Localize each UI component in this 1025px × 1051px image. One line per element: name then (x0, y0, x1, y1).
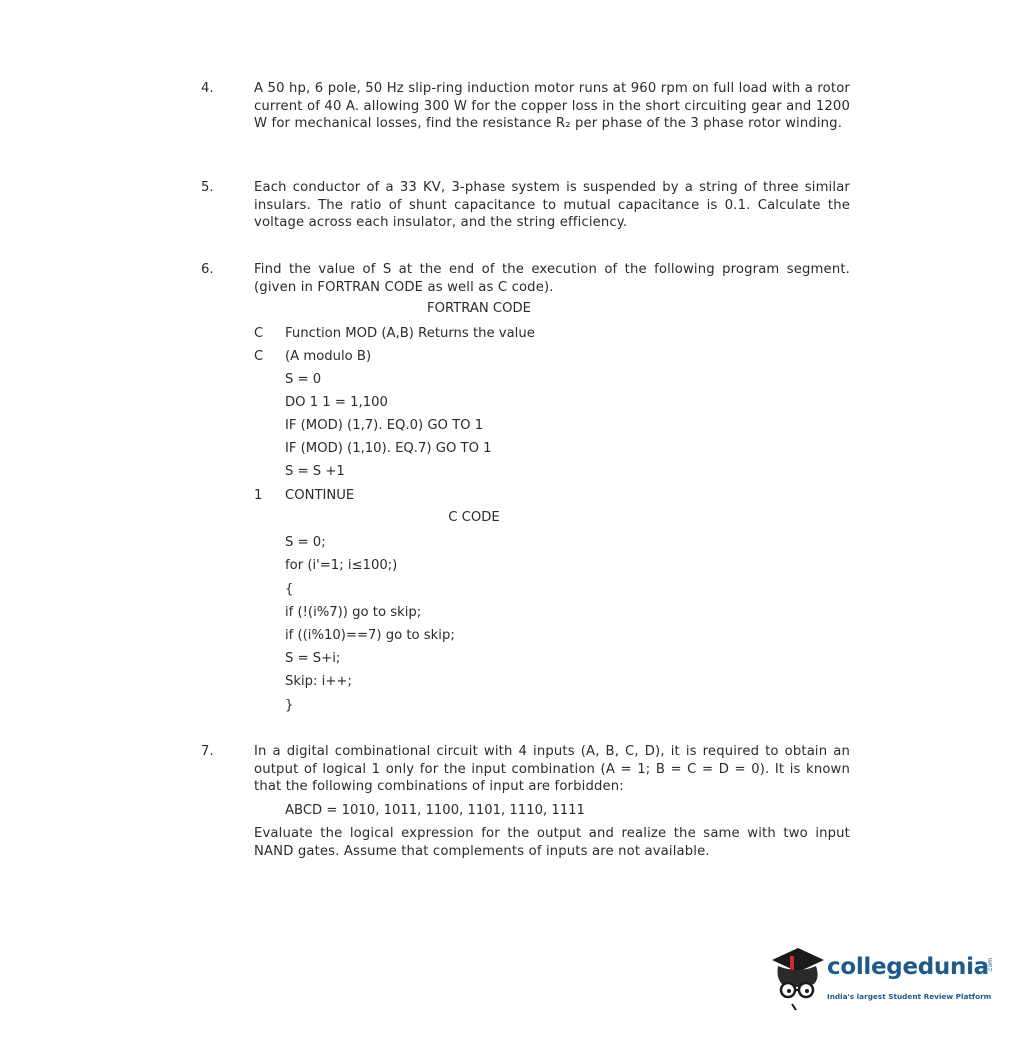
code-line: Function MOD (A,B) Returns the value (285, 326, 535, 341)
mascot-icon (768, 944, 826, 1014)
logo-tagline: India's largest Student Review Platform (827, 992, 992, 1001)
question-number: 6. (201, 262, 214, 277)
code-line: Skip: i++; (285, 674, 352, 689)
question-number: 4. (201, 81, 214, 96)
logo-wordmark: collegedunia (827, 954, 989, 980)
question-number: 5. (201, 180, 214, 195)
code-line: S = S +1 (285, 464, 345, 479)
code-label: C (254, 326, 264, 341)
question-number: 7. (201, 744, 214, 759)
code-line: (A modulo B) (285, 349, 372, 364)
forbidden-combinations: ABCD = 1010, 1011, 1100, 1101, 1110, 1111 (285, 803, 585, 818)
code-line: { (285, 582, 294, 597)
code-line: if (!(i%7)) go to skip; (285, 605, 422, 620)
code-label: 1 (254, 488, 263, 503)
question-text: Each conductor of a 33 KV, 3-phase system is suspended by a string of three similar insulars. The ratio of shunt capacitance to mutual capacitance is 0.1. Calculate the voltage across each insulator, and the string efficiency. (254, 180, 850, 230)
code-line: CONTINUE (285, 488, 355, 503)
code-line: DO 1 1 = 1,100 (285, 395, 388, 410)
code-line: S = 0 (285, 372, 322, 387)
code-line: S = S+i; (285, 651, 341, 666)
logo-suffix: .com (987, 958, 994, 973)
question-text: A 50 hp, 6 pole, 50 Hz slip-ring induction motor runs at 960 rpm on full load with a rotor current of 40 A. allowing 300 W for the copper loss in the short circuiting gear and 1200 W for mechanical losses, find the resistance R₂ per phase of the 3 phase rotor winding. (254, 81, 850, 131)
code-line: if ((i%10)==7) go to skip; (285, 628, 455, 643)
collegedunia-logo (768, 944, 993, 1014)
code-label: C (254, 349, 264, 364)
c-heading: C CODE (448, 510, 500, 525)
code-line: S = 0; (285, 535, 326, 550)
code-line: IF (MOD) (1,7). EQ.0) GO TO 1 (285, 418, 484, 433)
fortran-heading: FORTRAN CODE (426, 301, 531, 316)
question-text-continued: Evaluate the logical expression for the output and realize the same with two input NAND gates. Assume that complements of inputs are not available. (254, 826, 850, 859)
code-line: } (285, 698, 294, 713)
question-text: Find the value of S at the end of the execution of the following program segment. (given in FORTRAN CODE as well as C code). (254, 262, 850, 295)
code-line: for (i'=1; i≤100;) (285, 558, 398, 573)
code-line: IF (MOD) (1,10). EQ.7) GO TO 1 (285, 441, 492, 456)
question-text: In a digital combinational circuit with 4 inputs (A, B, C, D), it is required to obtain an output of logical 1 only for the input combination (A = 1; B = C = D = 0). It is known that the following combinations of input are forbidden: (254, 744, 850, 794)
